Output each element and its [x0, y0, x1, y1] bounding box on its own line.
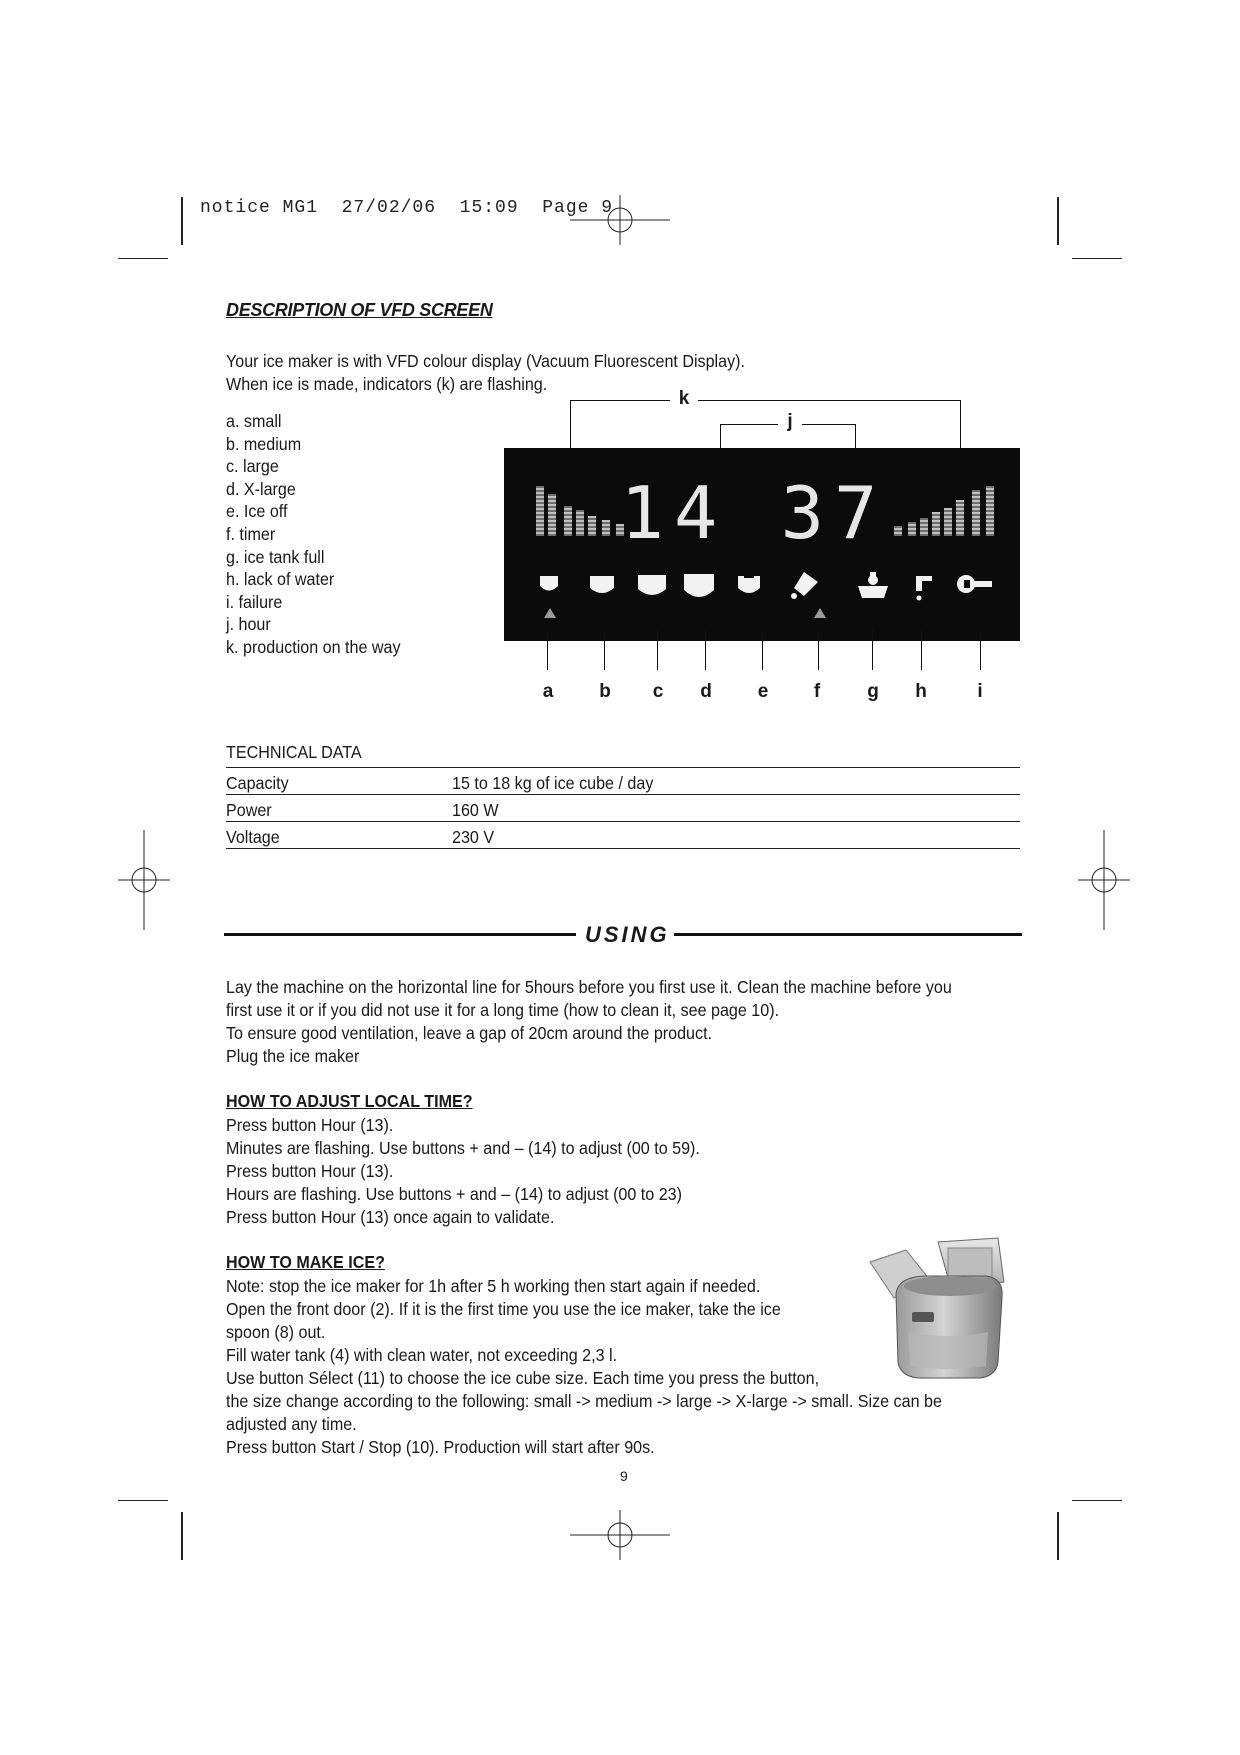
bracket-j-label: j — [787, 411, 793, 432]
pointer-line — [604, 630, 605, 670]
lack-of-water-tap-icon — [916, 576, 932, 601]
vfd-intro-line: When ice is made, indicators (k) are flashing. — [226, 374, 548, 394]
vfd-time-digits: 14 37 — [620, 471, 888, 555]
bracket-k-right-drop — [960, 400, 961, 448]
bracket-k-label: k — [678, 388, 690, 409]
legend-item: a. small — [226, 411, 282, 431]
bracket-j-right — [802, 424, 856, 425]
legend-item: f. timer — [226, 523, 276, 544]
crop-mark — [118, 258, 168, 259]
indicator-letter-g: g — [867, 681, 879, 702]
make-ice-line: Fill water tank (4) with clean water, not exceeding 2,3 l. — [226, 1345, 618, 1365]
bracket-k-left — [570, 400, 670, 401]
ice-off-icon — [738, 572, 760, 593]
vfd-graphic — [504, 448, 1020, 641]
crop-mark — [1057, 197, 1059, 245]
make-ice-line: Use button Sélect (11) to choose the ice cube size. Each time you press the button, — [226, 1368, 820, 1388]
pointer-line — [818, 630, 819, 670]
using-intro-line: To ensure good ventilation, leave a gap of 20cm around the product. — [226, 1023, 713, 1043]
local-time-line: Press button Hour (13). — [226, 1161, 394, 1181]
make-ice-line: the size change according to the following: small -> medium -> large -> X-large -> small. Size can be — [226, 1391, 942, 1411]
indicator-letter-e: e — [757, 681, 769, 702]
large-cube-icon — [638, 575, 666, 595]
pointer-line — [705, 630, 706, 670]
registration-mark-bottom — [570, 1510, 670, 1570]
registration-mark-top — [570, 195, 670, 255]
crop-mark — [1072, 1500, 1122, 1501]
legend-item: j. hour — [226, 614, 271, 635]
pointer-line — [657, 630, 658, 670]
legend-item: g. ice tank full — [226, 546, 325, 567]
legend-item: i. failure — [226, 591, 283, 612]
indicator-triangle-icon — [814, 608, 826, 618]
make-ice-line: Open the front door (2). If it is the first time you use the ice maker, take the ice — [226, 1299, 781, 1319]
production-bars-left — [536, 486, 624, 536]
indicator-letter-a: a — [542, 681, 554, 702]
indicator-letter-f: f — [813, 681, 821, 702]
bracket-k-left-drop — [570, 400, 571, 448]
timer-bell-icon — [791, 572, 818, 599]
indicator-letter-b: b — [599, 681, 611, 702]
using-rule-right — [674, 933, 1022, 936]
bracket-j-right-drop — [855, 424, 856, 448]
make-ice-line: Note: stop the ice maker for 1h after 5 h working then start again if needed. — [226, 1276, 761, 1296]
using-intro-line: first use it or if you did not use it for a long time (how to clean it, see page 10). — [226, 1000, 780, 1020]
crop-mark — [118, 1500, 168, 1501]
tech-label: Capacity — [226, 773, 289, 793]
vfd-section-title: DESCRIPTION OF VFD SCREEN — [226, 300, 493, 320]
pointer-line — [980, 630, 981, 670]
make-ice-line: spoon (8) out. — [226, 1322, 326, 1342]
legend-item: e. Ice off — [226, 501, 288, 522]
local-time-line: Minutes are flashing. Use buttons + and – (14) to adjust (00 to 59). — [226, 1138, 700, 1158]
print-header: notice MG1 27/02/06 15:09 Page 9 — [200, 198, 614, 218]
vfd-indicator-icons — [540, 572, 992, 601]
using-intro-line: Plug the ice maker — [226, 1046, 360, 1066]
crop-mark — [1072, 258, 1122, 259]
vfd-legend — [226, 410, 416, 659]
tech-label: Voltage — [226, 827, 280, 847]
pointer-line — [762, 630, 763, 670]
failure-wrench-icon — [957, 575, 992, 593]
pointer-line — [921, 630, 922, 670]
ice-maker-photo — [868, 1236, 1010, 1382]
xlarge-cube-icon — [684, 574, 714, 597]
ice-tank-full-icon — [858, 572, 888, 598]
tech-value: 230 V — [452, 827, 495, 847]
table-row — [226, 768, 1020, 795]
using-rule-left — [224, 933, 576, 936]
indicator-triangle-icon — [544, 608, 556, 618]
pointer-line — [547, 630, 548, 670]
legend-item: d. X-large — [226, 478, 296, 499]
bracket-k-right — [698, 400, 961, 401]
medium-cube-icon — [590, 576, 614, 593]
crop-mark — [181, 1512, 183, 1560]
crop-mark — [1057, 1512, 1059, 1560]
indicator-letter-h: h — [915, 681, 927, 702]
make-ice-line: Press button Start / Stop (10). Production will start after 90s. — [226, 1437, 655, 1457]
technical-data-table — [226, 767, 1020, 849]
indicator-letter-c: c — [652, 681, 664, 702]
vfd-display — [504, 448, 1020, 641]
using-intro-line: Lay the machine on the horizontal line for 5hours before you first use it. Clean the machine before you — [226, 977, 952, 997]
local-time-line: Press button Hour (13) once again to validate. — [226, 1207, 555, 1227]
indicator-letter-i: i — [977, 681, 983, 702]
technical-data-title: TECHNICAL DATA — [226, 742, 362, 762]
tech-value: 15 to 18 kg of ice cube / day — [452, 773, 654, 793]
registration-mark-right — [1070, 830, 1130, 930]
make-ice-heading: HOW TO MAKE ICE? — [226, 1252, 385, 1272]
legend-item: c. large — [226, 456, 279, 477]
table-row — [226, 795, 1020, 822]
small-cube-icon — [540, 576, 558, 591]
crop-mark — [181, 197, 183, 245]
using-section-title: USING — [585, 922, 670, 947]
local-time-heading: HOW TO ADJUST LOCAL TIME? — [226, 1091, 473, 1111]
tech-label: Power — [226, 800, 272, 820]
local-time-line: Hours are flashing. Use buttons + and – (14) to adjust (00 to 23) — [226, 1184, 682, 1204]
table-row — [226, 822, 1020, 849]
legend-item: k. production on the way — [226, 636, 401, 657]
legend-item: b. medium — [226, 433, 302, 454]
indicator-letter-d: d — [700, 681, 712, 702]
registration-mark-left — [118, 830, 178, 930]
local-time-line: Press button Hour (13). — [226, 1115, 394, 1135]
legend-item: h. lack of water — [226, 569, 335, 590]
vfd-intro-line: Your ice maker is with VFD colour display (Vacuum Fluorescent Display). — [226, 351, 745, 371]
tech-value: 160 W — [452, 800, 499, 820]
bracket-j-left-drop — [720, 424, 721, 448]
production-bars-right — [894, 486, 994, 536]
page-number: 9 — [620, 1468, 628, 1484]
make-ice-line: adjusted any time. — [226, 1414, 357, 1434]
bracket-j-left — [720, 424, 778, 425]
pointer-line — [872, 630, 873, 670]
